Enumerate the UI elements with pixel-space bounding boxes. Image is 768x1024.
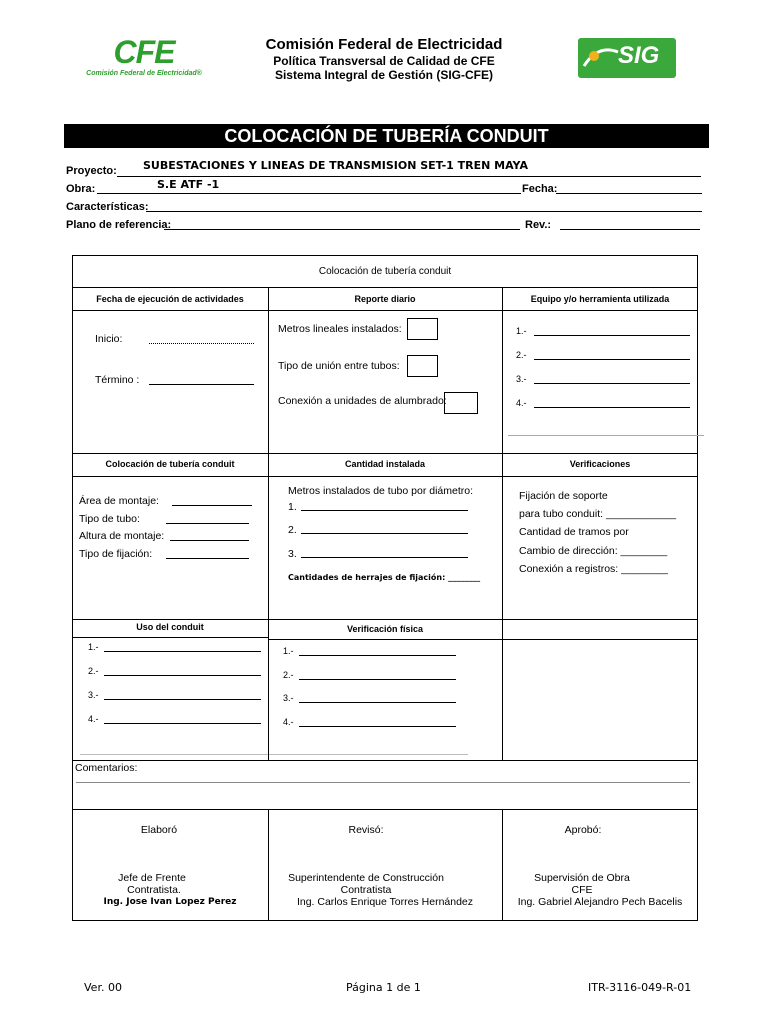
equipo-line-1[interactable]: [534, 335, 690, 336]
cfe-logo-subtitle: Comisión Federal de Electricidad®: [86, 70, 202, 77]
proyecto-label: Proyecto:: [66, 165, 117, 177]
table-main-title: Colocación de tubería conduit: [318, 266, 452, 277]
divider-col1: [268, 287, 269, 760]
rev-label: Rev.:: [525, 219, 552, 231]
conexion-label: Conexión a unidades de alumbrado:: [278, 395, 447, 407]
row2-col2-header: Cantidad instalada: [344, 459, 425, 469]
row2-top-line: [72, 453, 698, 454]
row3-col2-header: Verificación física: [346, 624, 424, 634]
sig2-role: Superintendente de Construcción: [288, 872, 444, 884]
fisica-line-3[interactable]: [299, 702, 456, 703]
metros-diam-label: Metros instalados de tubo por diámetro:: [288, 485, 474, 497]
rev-line[interactable]: [560, 229, 700, 230]
org-title: Comisión Federal de Electricidad: [265, 36, 503, 53]
ver-line2: para tubo conduit: ____________: [519, 508, 677, 520]
divider-col2: [502, 287, 503, 760]
equipo-line-4[interactable]: [534, 407, 690, 408]
row1-header-line: [72, 310, 698, 311]
sig3-org: CFE: [571, 884, 593, 896]
metros-label: Metros lineales instalados:: [278, 323, 402, 335]
diam-line-2[interactable]: [301, 533, 468, 534]
equipo-line-2[interactable]: [534, 359, 690, 360]
altura-label: Altura de montaje:: [79, 530, 165, 542]
row3-header-line-b: [268, 639, 698, 640]
ver-line4: Cambio de dirección: ________: [519, 545, 668, 557]
conexion-box[interactable]: [444, 392, 478, 414]
sig1-org: Contratista.: [127, 884, 181, 896]
comentarios-label: Comentarios:: [75, 762, 138, 774]
equipo-item-3: 3.-: [516, 374, 527, 384]
comentarios-top-line: [72, 760, 698, 761]
ver-line5: Conexión a registros: ________: [519, 563, 668, 575]
row2-header-line: [72, 476, 698, 477]
sig2-name: Ing. Carlos Enrique Torres Hernández: [296, 896, 474, 908]
form-title: COLOCACIÓN DE TUBERÍA CONDUIT: [64, 124, 709, 148]
fisica-item-4: 4.-: [283, 717, 294, 727]
row2-col1-header: Colocación de tubería conduit: [105, 459, 235, 469]
row1-top-line: [72, 287, 698, 288]
equipo-item-4: 4.-: [516, 398, 527, 408]
footer-version: Ver. 00: [84, 981, 122, 994]
row3-header-line-a: [72, 637, 268, 638]
sig2-org: Contratista: [340, 884, 392, 896]
plano-label: Plano de referencia:: [66, 219, 172, 231]
fisica-line-1[interactable]: [299, 655, 456, 656]
elaboro-label: Elaboró: [140, 824, 178, 836]
sig1-role: Jefe de Frente: [118, 872, 186, 884]
diam-item-2: 2.: [288, 524, 297, 536]
row3-col1-header: Uso del conduit: [136, 622, 204, 632]
fisica-line-2[interactable]: [299, 679, 456, 680]
fecha-label: Fecha:: [522, 183, 558, 195]
area-line[interactable]: [172, 505, 252, 506]
row2-col3-header: Verificaciones: [569, 459, 631, 469]
metros-box[interactable]: [407, 318, 438, 340]
union-box[interactable]: [407, 355, 438, 377]
comentarios-line[interactable]: [76, 782, 690, 783]
plano-line[interactable]: [164, 229, 520, 230]
signatures-top-line: [72, 809, 698, 810]
obra-label: Obra:: [66, 183, 96, 195]
uso-item-2: 2.-: [88, 666, 99, 676]
fecha-line[interactable]: [556, 193, 702, 194]
uso-line-2[interactable]: [104, 675, 261, 676]
herrajes-label: Cantidades de herrajes de fijación: ________: [288, 573, 481, 582]
fisica-item-2: 2.-: [283, 670, 294, 680]
inicio-label: Inicio:: [95, 333, 123, 345]
area-label: Área de montaje:: [79, 495, 159, 507]
reviso-label: Revisó:: [348, 824, 384, 836]
fisica-item-1: 1.-: [283, 646, 294, 656]
ver-line3: Cantidad de tramos por: [519, 526, 629, 538]
uso-line-3[interactable]: [104, 699, 261, 700]
caracteristicas-label: Características:: [66, 201, 149, 213]
equipo-line-3[interactable]: [534, 383, 690, 384]
footer-page: Página 1 de 1: [346, 981, 421, 994]
inicio-line[interactable]: [149, 343, 254, 344]
sig-logo: [578, 38, 676, 78]
footer-code: ITR-3116-049-R-01: [588, 981, 692, 994]
sig-logo-text: SIG: [618, 42, 660, 69]
uso-item-3: 3.-: [88, 690, 99, 700]
fisica-line-4[interactable]: [299, 726, 456, 727]
proyecto-line: [117, 176, 701, 177]
fisica-item-3: 3.-: [283, 693, 294, 703]
termino-label: Término :: [95, 374, 140, 386]
header-line2: Política Transversal de Calidad de CFE: [273, 54, 495, 68]
main-table: [72, 255, 698, 921]
aprobo-label: Aprobó:: [564, 824, 602, 836]
fijacion-line[interactable]: [166, 558, 249, 559]
row3-top-line: [72, 619, 698, 620]
caracteristicas-line[interactable]: [146, 211, 702, 212]
row1-col3-header: Equipo y/o herramienta utilizada: [530, 294, 670, 304]
uso-line-4[interactable]: [104, 723, 261, 724]
obra-value[interactable]: S.E ATF -1: [157, 178, 220, 191]
equipo-item-2: 2.-: [516, 350, 527, 360]
row1-col1-header: Fecha de ejecución de actividades: [96, 294, 244, 304]
termino-line[interactable]: [149, 384, 254, 385]
diam-line-3[interactable]: [301, 557, 468, 558]
sig3-name: Ing. Gabriel Alejandro Pech Bacelis: [517, 896, 683, 908]
ver-line1: Fijación de soporte: [519, 490, 608, 502]
obra-line: [97, 193, 521, 194]
uso-line-1[interactable]: [104, 651, 261, 652]
union-label: Tipo de unión entre tubos:: [278, 360, 400, 372]
tipo-tubo-label: Tipo de tubo:: [79, 513, 140, 525]
diam-item-3: 3.: [288, 548, 297, 560]
diam-line-1[interactable]: [301, 510, 468, 511]
sig1-name: Ing. Jose Ivan Lopez Perez: [103, 897, 237, 907]
row1-col2-header: Reporte diario: [354, 294, 416, 304]
row3-bottom-hint: [80, 754, 468, 755]
cfe-logo-text: CFE: [113, 34, 175, 70]
uso-item-4: 4.-: [88, 714, 99, 724]
tipo-tubo-line[interactable]: [166, 523, 249, 524]
altura-line[interactable]: [170, 540, 249, 541]
header-line3: Sistema Integral de Gestión (SIG-CFE): [274, 68, 494, 82]
diam-item-1: 1.: [288, 501, 297, 513]
fijacion-label: Tipo de fijación:: [79, 548, 153, 560]
proyecto-value[interactable]: SUBESTACIONES Y LINEAS DE TRANSMISION SET-1 TREN MAYA: [143, 159, 528, 172]
equipo-item-1: 1.-: [516, 326, 527, 336]
equipo-bottom-line: [508, 435, 704, 436]
sig3-role: Supervisión de Obra: [534, 872, 630, 884]
uso-item-1: 1.-: [88, 642, 99, 652]
